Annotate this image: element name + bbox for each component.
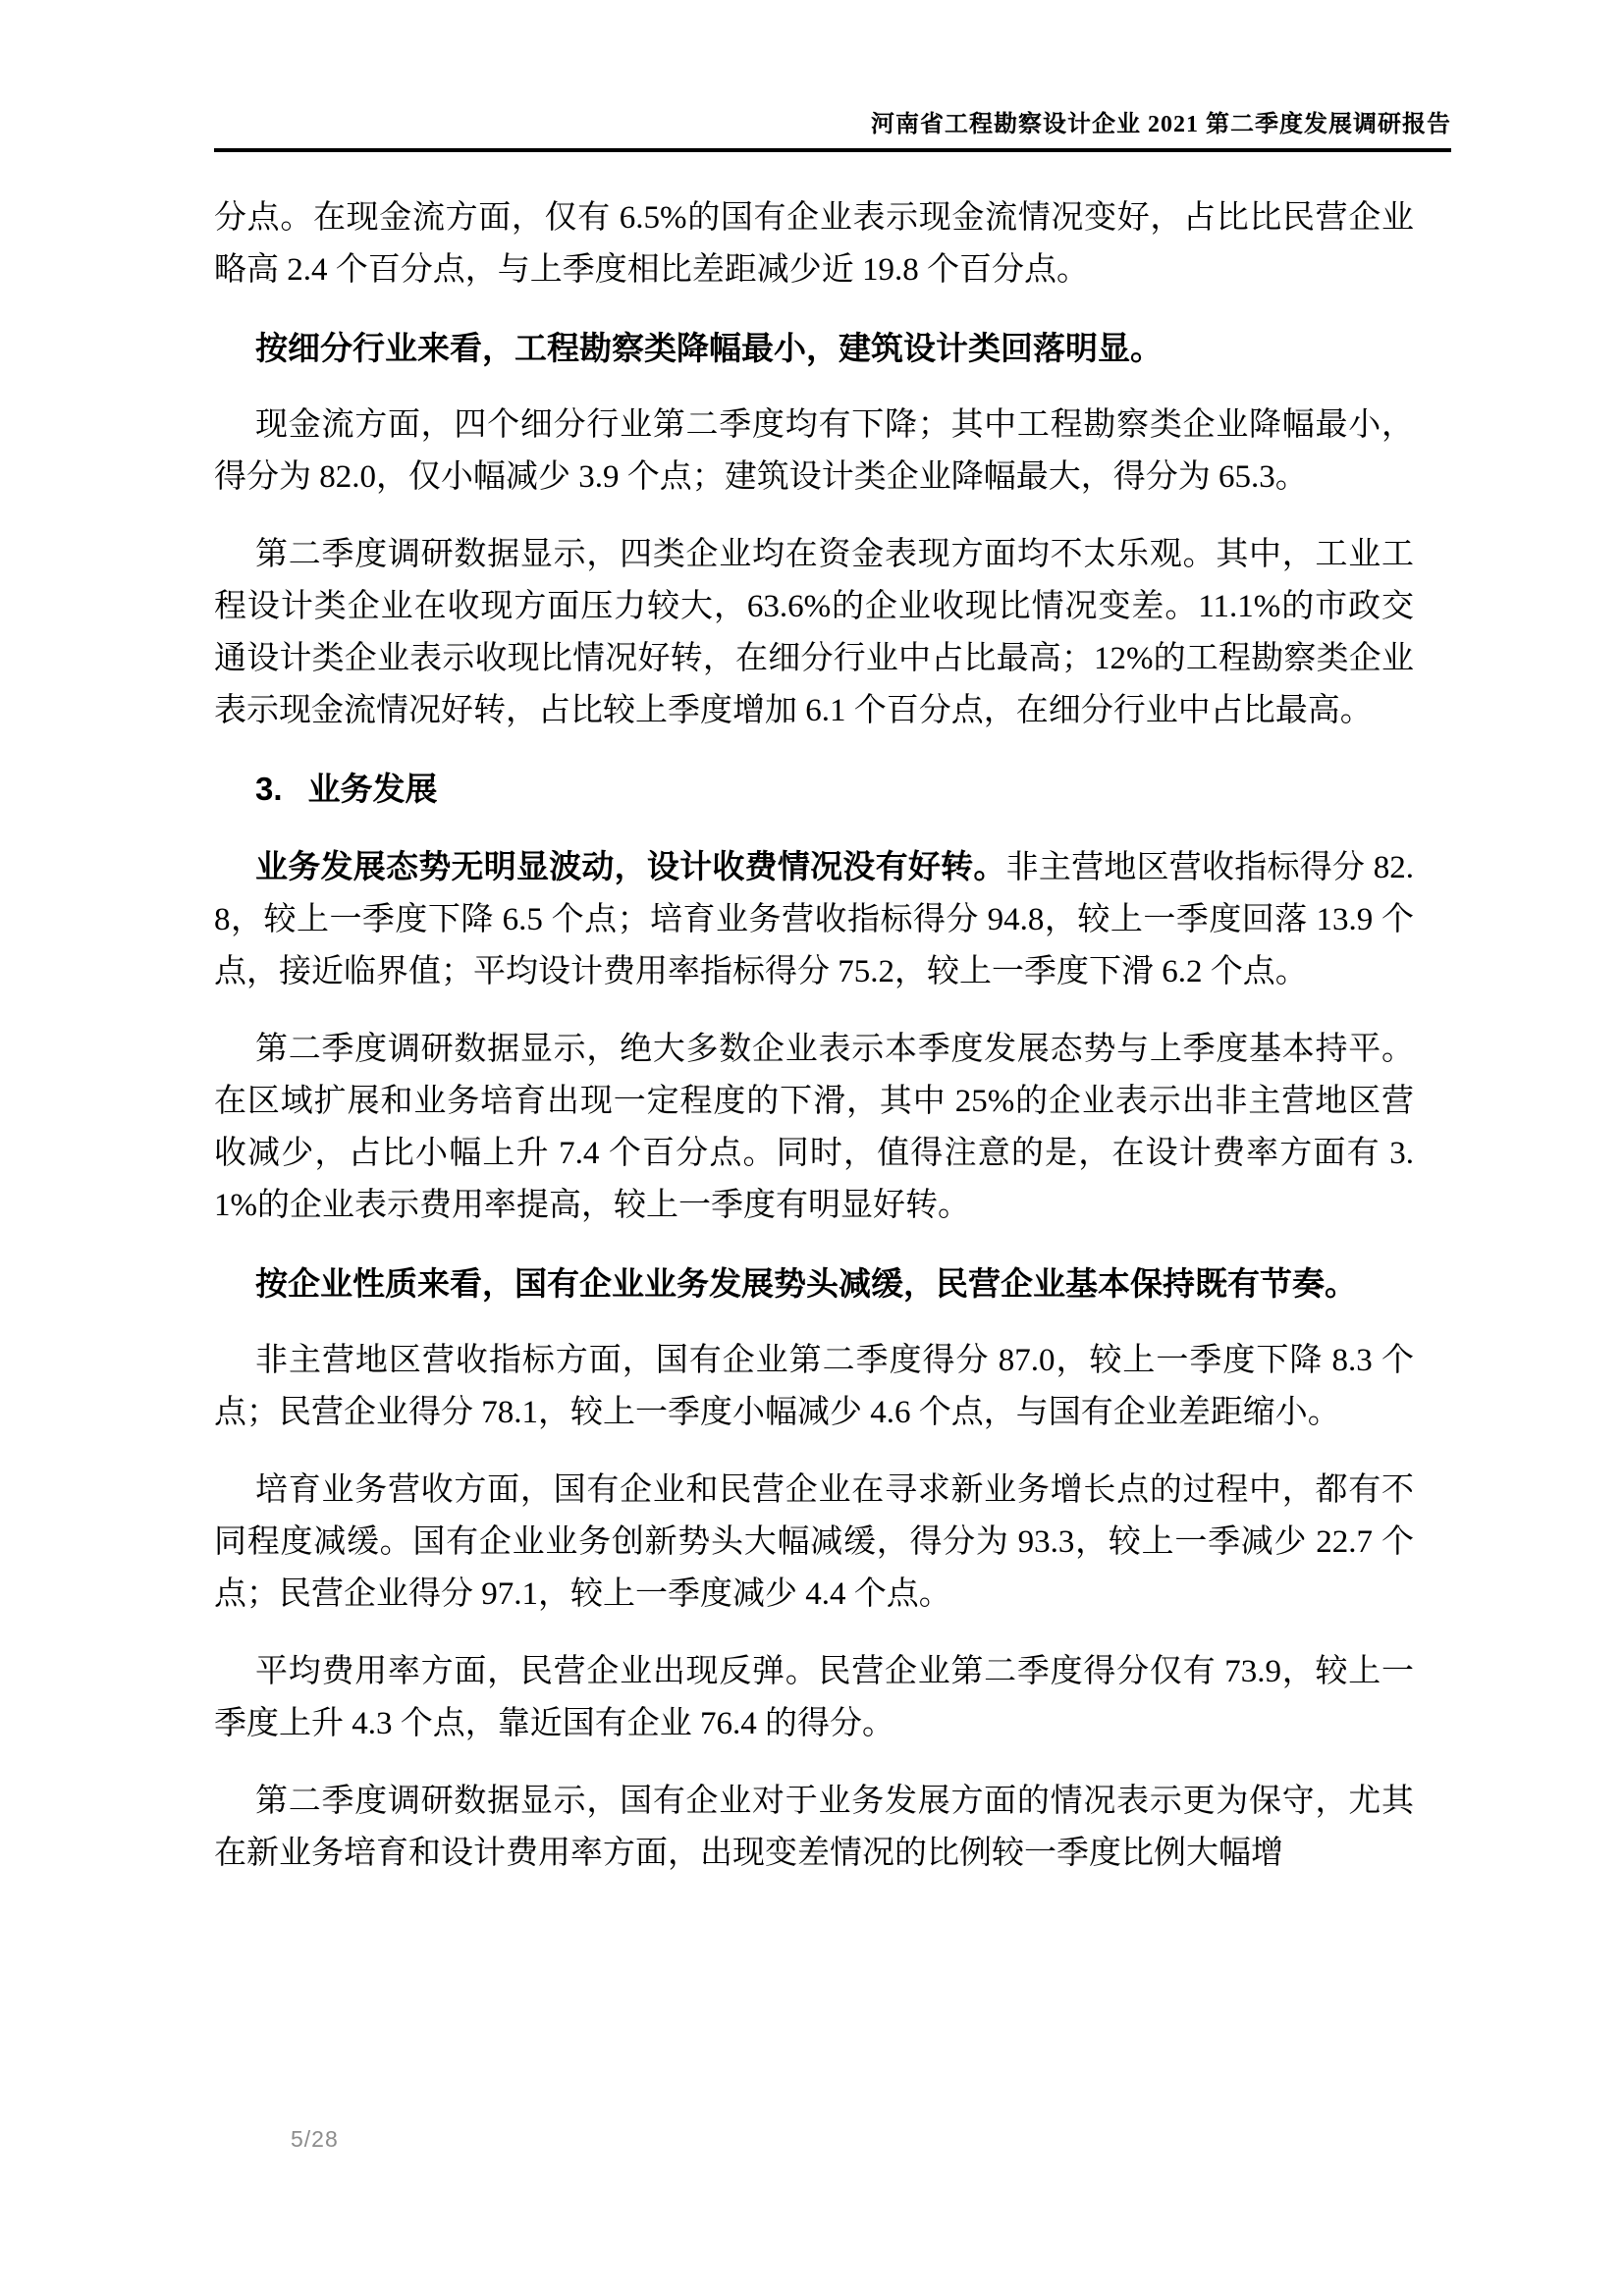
page-header (214, 110, 1451, 152)
paragraph-rest-text: 非主营地区营收指标得分 82.8，较上一季度下降 6.5 个点；培育业务营收指标得分 94.8，较上一季度回落 13.9 个点，接近临界值；平均设计费用率指标得分 75.2，较上一季度下滑 6.2 个点。 (214, 850, 1415, 989)
paragraph: 现金流方面，四个细分行业第二季度均有下降；其中工程勘察类企业降幅最小，得分为 82.0，仅小幅减少 3.9 个点；建筑设计类企业降幅最大，得分为 65.3。 (214, 407, 1414, 495)
section-heading-ownership: 按企业性质来看，国有企业业务发展势头减缓，民营企业基本保持既有节奏。 (255, 1265, 1357, 1302)
paragraph: 第二季度调研数据显示，四类企业均在资金表现方面均不太乐观。其中，工业工程设计类企业在收现方面压力较大，63.6%的企业收现比情况变差。11.1%的市政交通设计类企业表示收现比情况好转，在细分行业中占比最高；12%的工程勘察类企业表示现金流情况好转，占比较上季度增加 6.1 个百分点，在细分行业中占比最高。 (214, 537, 1414, 728)
paragraph: 第二季度调研数据显示，绝大多数企业表示本季度发展态势与上季度基本持平。在区域扩展和业务培育出现一定程度的下滑，其中 25%的企业表示出非主营地区营收减少，占比小幅上升 7.4 个百分点。同时，值得注意的是，在设计费率方面有 3.1%的企业表示费用率提高，较上一季度有明显好转。 (214, 1032, 1414, 1223)
paragraph: 平均费用率方面，民营企业出现反弹。民营企业第二季度得分仅有 73.9，较上一季度上升 4.3 个点，靠近国有企业 76.4 的得分。 (214, 1654, 1414, 1741)
heading-label: 业务发展 (307, 771, 438, 807)
paragraph: 第二季度调研数据显示，国有企业对于业务发展方面的情况表示更为保守，尤其在新业务培育和设计费用率方面，出现变差情况的比例较一季度比例大幅增 (214, 1784, 1414, 1871)
heading-number: 3. (255, 771, 283, 807)
header-rule (214, 148, 1451, 152)
section-heading-industry: 按细分行业来看，工程勘察类降幅最小，建筑设计类回落明显。 (255, 330, 1163, 366)
bold-lead-text: 业务发展态势无明显波动，设计收费情况没有好转。 (255, 848, 1006, 884)
document-body (214, 192, 1414, 1905)
header-title: 河南省工程勘察设计企业 2021 第二季度发展调研报告 (871, 112, 1451, 137)
paragraph: 非主营地区营收指标方面，国有企业第二季度得分 87.0，较上一季度下降 8.3 个点；民营企业得分 78.1，较上一季度小幅减少 4.6 个点，与国有企业差距缩小。 (214, 1343, 1414, 1430)
numbered-heading-business (214, 763, 1414, 815)
paragraph-continuation: 分点。在现金流方面，仅有 6.5%的国有企业表示现金流情况变好，占比比民营企业略高 2.4 个百分点，与上季度相比差距减少近 19.8 个百分点。 (214, 200, 1414, 288)
paragraph: 培育业务营收方面，国有企业和民营企业在寻求新业务增长点的过程中，都有不同程度减缓。国有企业业务创新势头大幅减缓，得分为 93.3，较上一季减少 22.7 个点；民营企业得分 97.1，较上一季度减少 4.4 个点。 (214, 1472, 1414, 1612)
paragraph-lead-body (214, 840, 1414, 998)
page-footer (291, 2126, 339, 2153)
page-number: 5/28 (291, 2126, 339, 2152)
